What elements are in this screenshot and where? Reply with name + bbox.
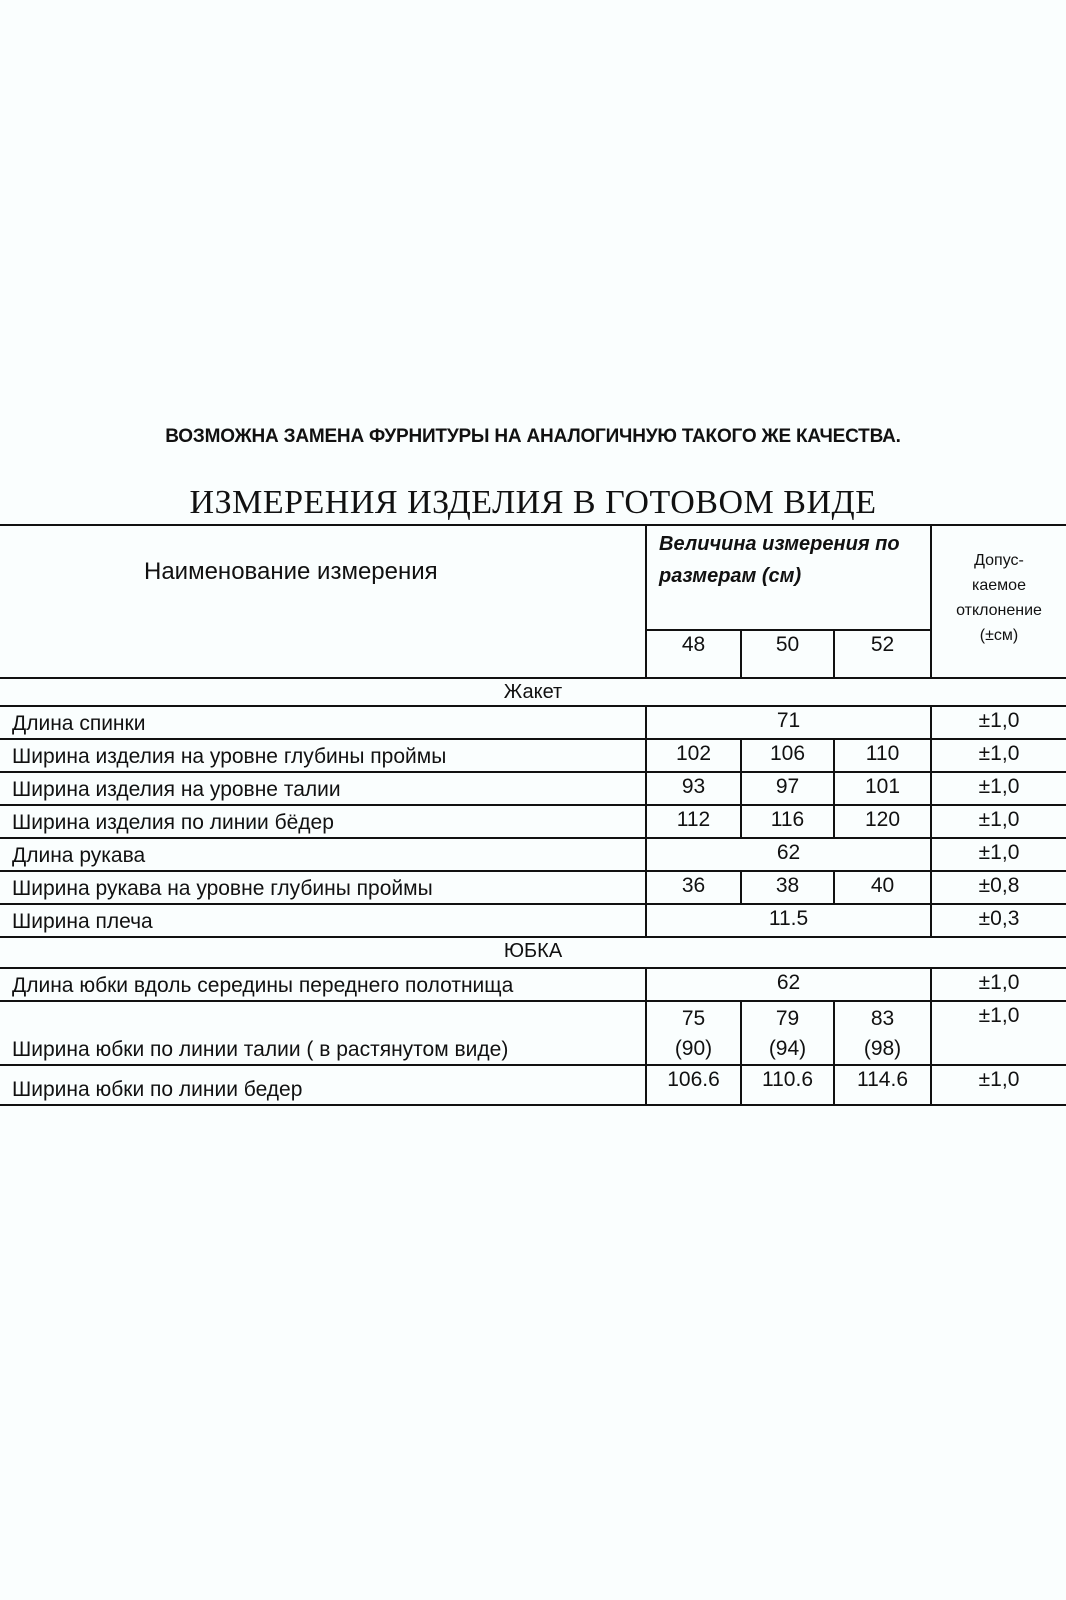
row-name: Ширина юбки по линии бедер (0, 1065, 646, 1105)
row-tolerance: ±1,0 (931, 772, 1066, 805)
row-tolerance: ±1,0 (931, 1065, 1066, 1105)
row-value-48: 112 (646, 805, 741, 838)
row-value: 71 (646, 706, 931, 739)
row-value-48: 36 (646, 871, 741, 904)
row-value-50: 79 (94) (741, 1001, 834, 1065)
section-title: ЮБКА (0, 937, 1066, 968)
row-value-52: 83 (98) (834, 1001, 931, 1065)
row-tolerance: ±1,0 (931, 1001, 1066, 1065)
row-name: Длина спинки (0, 706, 646, 739)
row-name: Ширина изделия по линии бёдер (0, 805, 646, 838)
row-name: Ширина изделия на уровне талии (0, 772, 646, 805)
header-size-52: 52 (834, 630, 931, 678)
row-value-52: 110 (834, 739, 931, 772)
section-title: Жакет (0, 678, 1066, 706)
row-value-52: 101 (834, 772, 931, 805)
row-tolerance: ±1,0 (931, 805, 1066, 838)
row-name: Ширина рукава на уровне глубины проймы (0, 871, 646, 904)
row-value-50: 106 (741, 739, 834, 772)
row-tolerance: ±0,3 (931, 904, 1066, 937)
notice-text: ВОЗМОЖНА ЗАМЕНА ФУРНИТУРЫ НА АНАЛОГИЧНУЮ ТАКОГО ЖЕ КАЧЕСТВА. (165, 426, 901, 447)
row-value: 11.5 (646, 904, 931, 937)
row-name: Ширина изделия на уровне глубины проймы (0, 739, 646, 772)
row-tolerance: ±1,0 (931, 739, 1066, 772)
row-value-50: 116 (741, 805, 834, 838)
row-value-52: 114.6 (834, 1065, 931, 1105)
row-value-48: 106.6 (646, 1065, 741, 1105)
row-name: Длина рукава (0, 838, 646, 871)
row-value-50: 97 (741, 772, 834, 805)
row-value-48: 75 (90) (646, 1001, 741, 1065)
header-name: Наименование измерения (0, 525, 646, 678)
row-tolerance: ±1,0 (931, 968, 1066, 1001)
header-size-group: Величина измерения по размерам (см) (646, 525, 931, 630)
row-value: 62 (646, 838, 931, 871)
table-title: ИЗМЕРЕНИЯ ИЗДЕЛИЯ В ГОТОВОМ ВИДЕ (189, 484, 877, 521)
row-name: Ширина юбки по линии талии ( в растянутом виде) (0, 1001, 646, 1065)
measurements-table (0, 524, 1066, 1106)
row-value-48: 102 (646, 739, 741, 772)
row-value-50: 38 (741, 871, 834, 904)
row-value-52: 120 (834, 805, 931, 838)
row-tolerance: ±1,0 (931, 706, 1066, 739)
header-tolerance: Допус- каемое отклонение (±см) (931, 525, 1066, 678)
row-name: Ширина плеча (0, 904, 646, 937)
row-tolerance: ±0,8 (931, 871, 1066, 904)
row-value-48: 93 (646, 772, 741, 805)
row-value-50: 110.6 (741, 1065, 834, 1105)
header-size-48: 48 (646, 630, 741, 678)
row-value: 62 (646, 968, 931, 1001)
row-tolerance: ±1,0 (931, 838, 1066, 871)
row-name: Длина юбки вдоль середины переднего полотнища (0, 968, 646, 1001)
row-value-52: 40 (834, 871, 931, 904)
header-size-50: 50 (741, 630, 834, 678)
